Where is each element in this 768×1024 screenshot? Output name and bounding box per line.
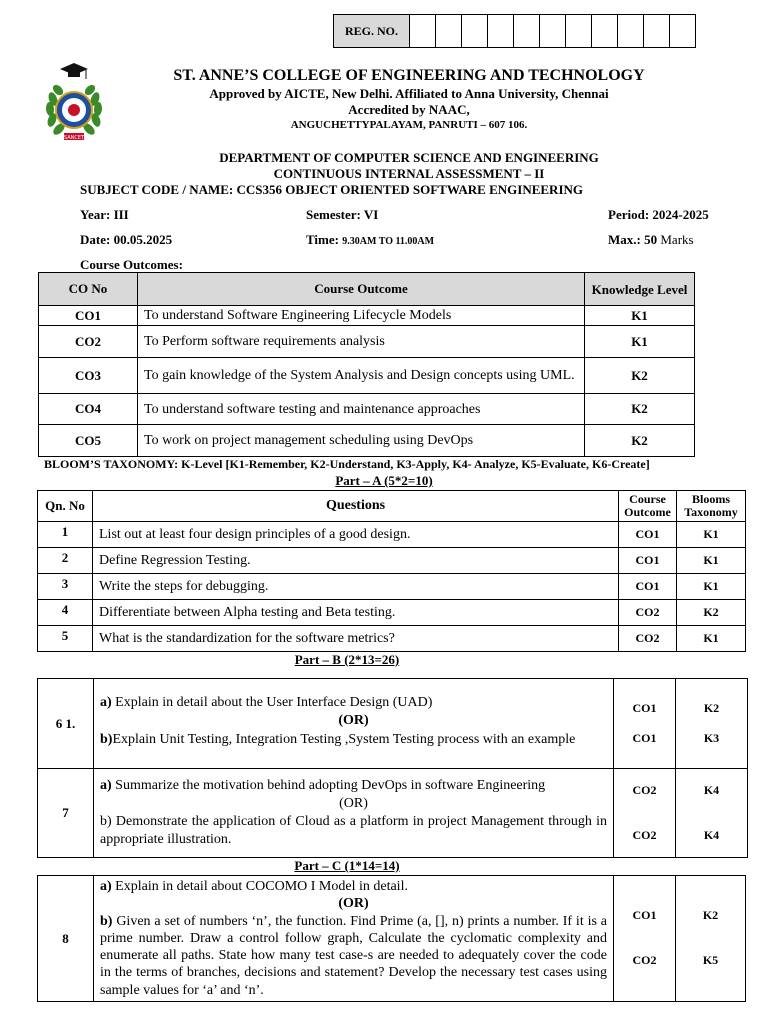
co-description: To gain knowledge of the System Analysis and Design concepts using UML.: [138, 358, 585, 394]
knowledge-level: K2: [585, 358, 695, 394]
blooms-level-cell: [676, 679, 748, 769]
column-header: Course Outcome: [619, 491, 677, 522]
co-number: CO3: [39, 358, 138, 394]
blooms-level-cell: [676, 769, 748, 858]
co-description: To Perform software requirements analysis: [138, 326, 585, 358]
reg-no-box: [333, 14, 696, 48]
college-emblem-icon: [44, 57, 104, 143]
college-logo: [44, 57, 100, 143]
year-field: Year: III: [80, 207, 129, 222]
co-number: CO2: [39, 326, 138, 358]
co-number: CO4: [39, 394, 138, 425]
reg-no-cell[interactable]: [462, 15, 488, 47]
column-header: CO No: [39, 273, 138, 306]
question-part-a: [100, 777, 607, 795]
reg-no-cell[interactable]: [540, 15, 566, 47]
part-a-text: Explain in detail about COCOMO I Model in detail.: [111, 878, 408, 894]
co-number: CO1: [39, 306, 138, 326]
part-c-title: Part – C (1*14=14): [294, 858, 400, 873]
question-text: What is the standardization for the software metrics?: [93, 626, 619, 652]
reg-no-label: REG. NO.: [334, 15, 410, 47]
part-b-text: Explain Unit Testing, Integration Testing ,System Testing process with an example: [112, 732, 576, 747]
part-a-text: Explain in detail about the User Interface Design (UAD): [111, 695, 433, 710]
blooms-level-cell: [676, 876, 746, 1002]
question-text: Write the steps for debugging.: [93, 574, 619, 600]
question-text: Differentiate between Alpha testing and Beta testing.: [93, 600, 619, 626]
max-marks-label: Max.: 50: [608, 232, 658, 247]
date-field: Date: 00.05.2025: [80, 232, 173, 247]
or-separator: (OR): [339, 796, 368, 811]
course-outcome-code: CO2: [632, 828, 657, 842]
table-row: [39, 358, 695, 394]
table-header-row: [39, 273, 695, 306]
part-a-marker: a): [100, 778, 112, 793]
column-header: Blooms Taxonomy: [677, 491, 746, 522]
bloom-taxonomy-note: BLOOM’S TAXONOMY: K-Level [K1-Remember, K2-Understand, K3-Apply, K4- Analyze, K5-Evaluate, K6-Create]: [44, 457, 650, 471]
course-outcome-code: CO2: [619, 600, 677, 626]
question-number: 7: [38, 769, 94, 858]
part-b-table: [37, 678, 748, 858]
course-outcome-code: CO1: [632, 908, 657, 922]
column-header: Knowledge Level: [585, 273, 695, 306]
accreditation-line: Accredited by NAAC,: [348, 102, 470, 117]
college-address: ANGUCHETTYPALAYAM, PANRUTI – 607 106.: [290, 119, 528, 131]
reg-no-cell[interactable]: [514, 15, 540, 47]
reg-no-cell[interactable]: [644, 15, 670, 47]
reg-no-cell[interactable]: [592, 15, 618, 47]
part-b-title: Part – B (2*13=26): [294, 652, 400, 667]
question-part-a: [100, 694, 607, 712]
table-row: [38, 626, 746, 652]
table-row: [39, 425, 695, 457]
blooms-level: K2: [702, 908, 719, 922]
logo-ribbon-text: SANCET: [63, 135, 85, 141]
blooms-level: K1: [677, 574, 746, 600]
question-part-b: [100, 913, 607, 999]
time-value: 9.30AM TO 11.00AM: [342, 236, 435, 247]
semester-field: Semester: VI: [306, 207, 379, 222]
part-c-table: [37, 875, 746, 1002]
blooms-level: K4: [703, 783, 720, 797]
table-row: [39, 306, 695, 326]
reg-no-cell[interactable]: [566, 15, 592, 47]
period-field: Period: 2024-2025: [608, 207, 709, 222]
course-outcome-code: CO2: [632, 953, 657, 967]
course-outcome-cell: [614, 679, 676, 769]
question-text: List out at least four design principles of a good design.: [93, 522, 619, 548]
part-b-marker: b): [100, 732, 113, 747]
part-a-marker: a): [100, 695, 112, 710]
table-row: [38, 548, 746, 574]
blooms-level: K1: [677, 522, 746, 548]
blooms-level: K1: [677, 548, 746, 574]
max-marks-unit: Marks: [660, 232, 694, 247]
question-number: 4: [38, 600, 93, 626]
column-header: Course Outcome: [138, 273, 585, 306]
co-number: CO5: [39, 425, 138, 457]
blooms-level: K1: [677, 626, 746, 652]
reg-no-cell[interactable]: [670, 15, 695, 47]
part-a-title: Part – A (5*2=10): [335, 473, 433, 488]
table-row: [38, 876, 746, 1002]
question-part-a: [100, 878, 607, 895]
table-row: [39, 326, 695, 358]
table-row: [38, 574, 746, 600]
question-number: 3: [38, 574, 93, 600]
table-row: [39, 394, 695, 425]
course-outcome-code: CO1: [619, 574, 677, 600]
reg-no-cell[interactable]: [488, 15, 514, 47]
course-outcome-code: CO1: [632, 731, 657, 745]
assessment-title: CONTINUOUS INTERNAL ASSESSMENT – II: [273, 166, 545, 181]
course-outcome-table: [38, 272, 695, 457]
question-text: [94, 769, 614, 858]
question-part-b: [100, 726, 607, 753]
table-row: [38, 769, 748, 858]
part-a-text: Summarize the motivation behind adopting DevOps in software Engineering: [111, 778, 546, 793]
blooms-level: K4: [703, 828, 720, 842]
co-description: To understand Software Engineering Lifecycle Models: [138, 306, 585, 326]
table-row: [38, 522, 746, 548]
course-outcome-cell: [614, 876, 676, 1002]
blooms-level: K2: [703, 701, 720, 715]
department-name: DEPARTMENT OF COMPUTER SCIENCE AND ENGINEERING: [219, 150, 599, 165]
question-text: [94, 876, 614, 1002]
or-separator: (OR): [338, 896, 369, 912]
knowledge-level: K1: [585, 326, 695, 358]
table-row: [38, 600, 746, 626]
course-outcomes-title: Course Outcomes:: [80, 257, 183, 272]
reg-no-cell[interactable]: [618, 15, 644, 47]
time-field: [306, 232, 434, 248]
column-header: Qn. No: [38, 491, 93, 522]
table-header-row: [38, 491, 746, 522]
college-name: ST. ANNE’S COLLEGE OF ENGINEERING AND TECHNOLOGY: [173, 67, 645, 84]
question-number: 6 1.: [38, 679, 94, 769]
or-separator: (OR): [338, 713, 369, 728]
knowledge-level: K2: [585, 394, 695, 425]
question-number: 1: [38, 522, 93, 548]
course-outcome-code: CO1: [632, 701, 657, 715]
part-b-text: Given a set of numbers ‘n’, the function. Find Prime (a, [], n) prints a number. If it is a prime number. Draw a control follow graph, Calculate the cyclomatic complexity and enumerate all paths. State how many test case-s are needed to adequately cover the code in the terms of branches, decisions and statement? Develop the necessary test cases using sample values for ‘a’ and ‘n’.: [100, 913, 607, 998]
reg-no-cell[interactable]: [410, 15, 436, 47]
question-number: 8: [38, 876, 94, 1002]
course-outcome-cell: [614, 769, 676, 858]
co-description: To work on project management scheduling using DevOps: [138, 425, 585, 457]
blooms-level: K5: [702, 953, 719, 967]
part-b-marker: b): [100, 913, 113, 929]
question-text: [94, 679, 614, 769]
question-number: 5: [38, 626, 93, 652]
part-a-table: [37, 490, 746, 652]
blooms-level: K3: [703, 731, 720, 745]
column-header: Questions: [93, 491, 619, 522]
reg-no-cell[interactable]: [436, 15, 462, 47]
question-text: Define Regression Testing.: [93, 548, 619, 574]
question-part-b: b) Demonstrate the application of Cloud as a platform in project Management through in appropriate illustration.: [100, 814, 607, 847]
time-label: Time:: [306, 232, 339, 247]
part-a-marker: a): [100, 878, 112, 894]
course-outcome-code: CO2: [632, 783, 657, 797]
knowledge-level: K1: [585, 306, 695, 326]
approval-line: Approved by AICTE, New Delhi. Affiliated to Anna University, Chennai: [209, 86, 609, 101]
course-outcome-code: CO1: [619, 548, 677, 574]
table-row: [38, 679, 748, 769]
blooms-level: K2: [677, 600, 746, 626]
max-marks-field: [608, 232, 694, 248]
subject-line: SUBJECT CODE / NAME: CCS356 OBJECT ORIENTED SOFTWARE ENGINEERING: [80, 182, 584, 197]
co-description: To understand software testing and maintenance approaches: [138, 394, 585, 425]
course-outcome-code: CO2: [619, 626, 677, 652]
knowledge-level: K2: [585, 425, 695, 457]
course-outcome-code: CO1: [619, 522, 677, 548]
question-number: 2: [38, 548, 93, 574]
